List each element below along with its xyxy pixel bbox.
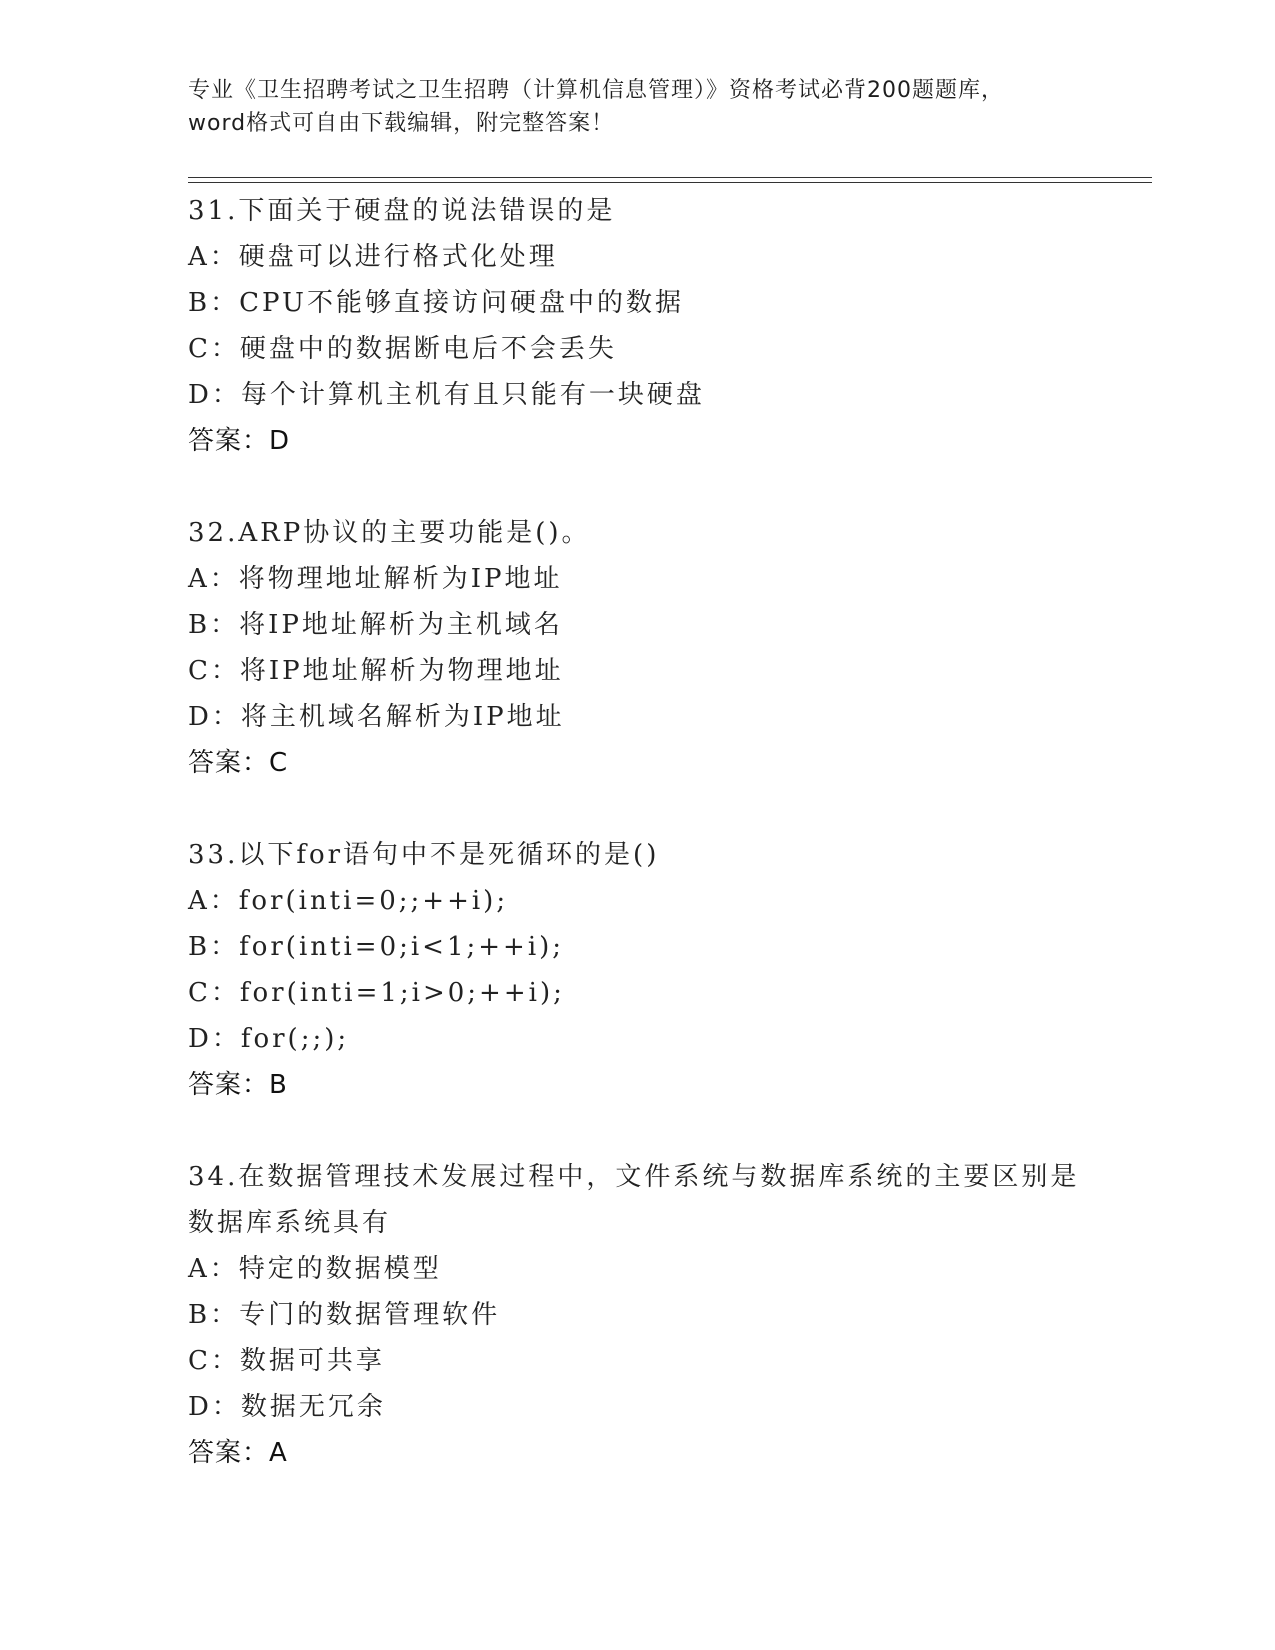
option-b: B：将IP地址解析为主机域名: [188, 610, 563, 640]
question-stem: 33.以下for语句中不是死循环的是(): [188, 840, 660, 870]
option-d: D：数据无冗余: [188, 1392, 386, 1422]
option-d: D：for(;;);: [188, 1024, 350, 1054]
answer-line: 答案：D: [188, 426, 291, 456]
question-33: [188, 832, 1148, 1108]
document-header: [188, 74, 1088, 140]
question-list: [188, 188, 1148, 1522]
question-stem: 34.在数据管理技术发展过程中，文件系统与数据库系统的主要区别是: [188, 1162, 1080, 1192]
option-b: B：CPU不能够直接访问硬盘中的数据: [188, 288, 684, 318]
option-b: B：for(inti=0;i<1;++i);: [188, 932, 565, 962]
header-divider-top: [188, 177, 1152, 178]
header-line-2: word格式可自由下载编辑，附完整答案！: [188, 111, 615, 136]
option-a: A：硬盘可以进行格式化处理: [188, 242, 558, 272]
answer-line: 答案：A: [188, 1438, 288, 1468]
answer-line: 答案：B: [188, 1070, 288, 1100]
header-divider-bottom: [188, 182, 1152, 183]
question-34: [188, 1154, 1148, 1476]
option-c: C：for(inti=1;i>0;++i);: [188, 978, 565, 1008]
option-d: D：每个计算机主机有且只能有一块硬盘: [188, 380, 705, 410]
option-c: C：硬盘中的数据断电后不会丢失: [188, 334, 617, 364]
question-32: [188, 510, 1148, 786]
option-b: B：专门的数据管理软件: [188, 1300, 501, 1330]
header-line-1: 专业《卫生招聘考试之卫生招聘（计算机信息管理）》资格考试必背200题题库，: [188, 78, 1004, 103]
answer-line: 答案：C: [188, 748, 289, 778]
question-stem: 31.下面关于硬盘的说法错误的是: [188, 196, 616, 226]
question-stem-continued: 数据库系统具有: [188, 1208, 392, 1238]
option-a: A：特定的数据模型: [188, 1254, 442, 1284]
option-c: C：数据可共享: [188, 1346, 385, 1376]
question-31: [188, 188, 1148, 464]
question-stem: 32.ARP协议的主要功能是()。: [188, 518, 591, 548]
option-c: C：将IP地址解析为物理地址: [188, 656, 564, 686]
option-a: A：for(inti=0;;++i);: [188, 886, 509, 916]
option-d: D：将主机域名解析为IP地址: [188, 702, 565, 732]
option-a: A：将物理地址解析为IP地址: [188, 564, 563, 594]
